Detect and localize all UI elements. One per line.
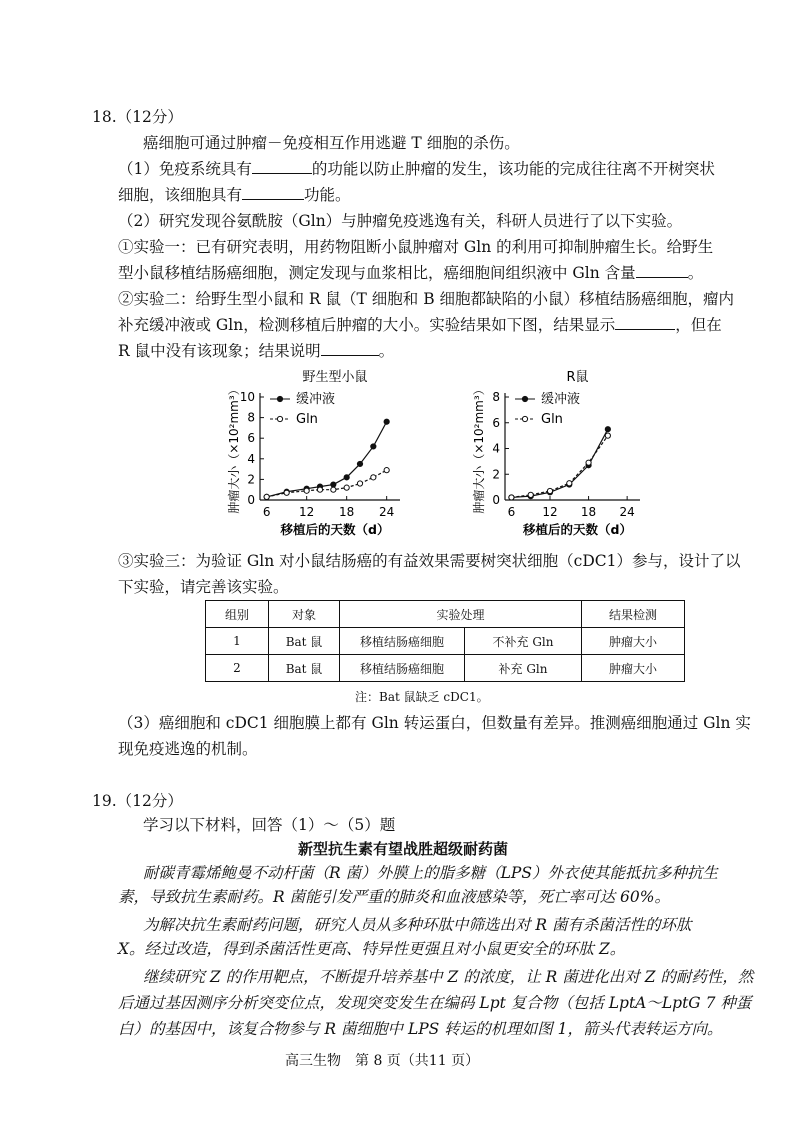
article-para2-line1: 为解决抗生素耐药问题，研究人员从多种环肽中筛选出对 R 菌有杀菌活性的环肽 xyxy=(143,916,692,934)
header-subject: 对象 xyxy=(269,601,340,628)
y-tick-label: 0 xyxy=(492,493,500,507)
table-row xyxy=(206,655,685,682)
x-tick-label: 24 xyxy=(619,505,635,519)
x-axis-label: 移植后的天数（d） xyxy=(523,522,632,537)
y-tick-label: 4 xyxy=(247,451,255,466)
data-point xyxy=(384,419,389,424)
y-tick-label: 8 xyxy=(247,410,255,425)
q18-exp1-text-c: 。 xyxy=(687,264,704,282)
q18-exp2-text-d: R 鼠中没有该现象；结果说明 xyxy=(118,342,321,360)
x-tick-label: 6 xyxy=(507,505,516,519)
data-point xyxy=(284,490,289,495)
q18-exp2-text-c: ，但在 xyxy=(675,316,722,334)
data-point xyxy=(547,488,552,493)
q18-part1-text-b: 的功能以防止肿瘤的发生，该功能的完成往往离不开树突状 xyxy=(311,160,715,178)
q18-heading: 18.（12分） xyxy=(92,108,183,126)
cell: Bat 鼠 xyxy=(269,655,340,682)
q18-exp2-text-b: 补充缓冲液或 Gln，检测移植后肿瘤的大小。实验结果如下图，结果显示 xyxy=(118,316,616,334)
q18-exp1-line1: ①实验一：已有研究表明，用药物阻断小鼠肿瘤对 Gln 的利用可抑制肿瘤生长。给野生 xyxy=(118,238,714,256)
q18-part3-line2: 现免疫逃逸的机制。 xyxy=(118,740,258,758)
q18-part3-line1: （3）癌细胞和 cDC1 细胞膜上都有 Gln 转运蛋白，但数量有差异。推测癌细胞通过 Gln 实 xyxy=(118,714,751,732)
x-axis-label: 移植后的天数（d） xyxy=(280,522,390,537)
y-tick-label: 2 xyxy=(492,467,500,482)
article-para2-line2: X。经过改造，得到杀菌活性更高、特异性更强且对小鼠更安全的环肽 Z。 xyxy=(118,940,626,958)
data-point xyxy=(384,468,389,473)
table-header-row xyxy=(206,601,685,628)
chart-r-mice xyxy=(455,365,655,545)
legend-marker xyxy=(522,416,527,421)
legend-label: Gln xyxy=(296,412,318,427)
page-footer: 高三生物 第 8 页（共11 页） xyxy=(285,1053,480,1069)
x-tick-label: 12 xyxy=(299,505,315,519)
data-point xyxy=(586,460,591,465)
cell: Bat 鼠 xyxy=(269,628,340,655)
data-point xyxy=(567,481,572,486)
data-point xyxy=(344,485,349,490)
answer-blank[interactable] xyxy=(242,184,304,200)
q18-part1-line2 xyxy=(118,184,351,206)
x-tick-label: 6 xyxy=(262,505,271,519)
data-point xyxy=(357,481,362,486)
article-para3-line1: 继续研究 Z 的作用靶点，不断提升培养基中 Z 的浓度，让 R 菌进化出对 Z 的耐药性，然 xyxy=(143,968,754,986)
cell: 补充 Gln xyxy=(465,655,582,682)
header-treatment: 实验处理 xyxy=(340,601,582,628)
q18-part1-text-d: 功能。 xyxy=(304,186,351,204)
table-row xyxy=(206,628,685,655)
answer-blank[interactable] xyxy=(252,158,312,174)
y-tick-label: 6 xyxy=(492,415,500,430)
q18-part1-text-a: （1）免疫系统具有 xyxy=(118,160,252,178)
q18-exp3-line1: ③实验三：为验证 Gln 对小鼠结肠癌的有益效果需要树突状细胞（cDC1）参与，设计了以 xyxy=(118,552,741,570)
x-tick-label: 18 xyxy=(580,505,597,519)
cell: 2 xyxy=(206,655,269,682)
q19-intro: 学习以下材料，回答（1）～（5）题 xyxy=(143,816,396,834)
q18-exp2-text-e: 。 xyxy=(378,342,395,360)
y-axis-label: 肿瘤大小（×10²mm³） xyxy=(227,383,241,514)
table-note: 注：Bat 鼠缺乏 cDC1。 xyxy=(355,690,489,704)
data-point xyxy=(528,492,533,497)
data-point xyxy=(264,494,269,499)
data-point xyxy=(344,475,349,480)
cell: 不补充 Gln xyxy=(465,628,582,655)
cell: 移植结肠癌细胞 xyxy=(340,628,465,655)
q18-exp2-line2 xyxy=(118,314,722,336)
q18-exp1-text-b: 型小鼠移植结肠癌细胞，测定发现与血浆相比，癌细胞间组织液中 Gln 含量 xyxy=(118,264,636,282)
q18-exp1-line2 xyxy=(118,262,703,284)
data-point xyxy=(331,487,336,492)
chart-title: 野生型小鼠 xyxy=(302,370,368,385)
answer-blank[interactable] xyxy=(615,314,675,330)
article-para3-line3: 白）的基因中，该复合物参与 R 菌细胞中 LPS 转运的机理如图 1，箭头代表转运方向。 xyxy=(118,1020,723,1038)
y-tick-label: 0 xyxy=(247,493,255,507)
q18-exp2-line3 xyxy=(118,340,394,362)
data-point xyxy=(317,487,322,492)
y-axis-label: 肿瘤大小（×10²mm³） xyxy=(472,383,486,514)
data-point xyxy=(304,488,309,493)
article-para1-line2: 素，导致抗生素耐药。R 菌能引发严重的肺炎和血液感染等，死亡率可达 60%。 xyxy=(118,888,670,906)
y-tick-label: 2 xyxy=(247,472,255,487)
data-point xyxy=(509,495,514,500)
legend-marker xyxy=(277,396,282,401)
x-tick-label: 24 xyxy=(379,505,395,519)
article-para3-line2: 后通过基因测序分析突变位点，发现突变发生在编码 Lpt 复合物（包括 LptA～LptG 7 种蛋 xyxy=(118,994,752,1012)
cell: 移植结肠癌细胞 xyxy=(340,655,465,682)
experiment-table xyxy=(205,600,685,682)
q18-exp3-line2: 下实验，请完善该实验。 xyxy=(118,578,289,596)
header-result: 结果检测 xyxy=(582,601,685,628)
q18-part2: （2）研究发现谷氨酰胺（Gln）与肿瘤免疫逃逸有关，科研人员进行了以下实验。 xyxy=(118,212,683,230)
y-tick-label: 6 xyxy=(247,431,255,446)
answer-blank[interactable] xyxy=(321,340,379,356)
data-point xyxy=(357,461,362,466)
data-point xyxy=(331,482,336,487)
data-point xyxy=(371,444,376,449)
legend-marker xyxy=(277,416,282,421)
q18-part1-text-c: 细胞，该细胞具有 xyxy=(118,186,243,204)
chart-title: R鼠 xyxy=(566,370,589,385)
series-line-1 xyxy=(267,422,387,497)
data-point xyxy=(605,427,610,432)
article-title: 新型抗生素有望战胜超级耐药菌 xyxy=(298,840,509,858)
cell: 肿瘤大小 xyxy=(582,655,685,682)
header-group: 组别 xyxy=(206,601,269,628)
legend-label: 缓冲液 xyxy=(296,392,336,407)
chart-wild-type-mice xyxy=(200,365,415,545)
article-para1-line1: 耐碳青霉烯鲍曼不动杆菌（R 菌）外膜上的脂多糖（LPS）外衣使其能抵抗多种抗生 xyxy=(143,864,718,882)
data-point xyxy=(605,433,610,438)
series-line-1 xyxy=(511,429,607,497)
cell: 1 xyxy=(206,628,269,655)
legend-label: Gln xyxy=(541,412,563,427)
x-tick-label: 12 xyxy=(542,505,558,519)
y-tick-label: 4 xyxy=(492,441,500,456)
cell: 肿瘤大小 xyxy=(582,628,685,655)
y-tick-label: 10 xyxy=(239,390,255,404)
q19-heading: 19.（12分） xyxy=(92,792,183,810)
q18-exp2-line1: ②实验二：给野生型小鼠和 R 鼠（T 细胞和 B 细胞都缺陷的小鼠）移植结肠癌细胞，瘤内 xyxy=(118,290,735,308)
data-point xyxy=(371,475,376,480)
q18-part1-line1 xyxy=(118,158,715,180)
q18-intro: 癌细胞可通过肿瘤－免疫相互作用逃避 T 细胞的杀伤。 xyxy=(143,134,520,152)
answer-blank[interactable] xyxy=(636,262,688,278)
legend-label: 缓冲液 xyxy=(541,392,581,407)
y-tick-label: 8 xyxy=(492,390,500,404)
legend-marker xyxy=(522,396,527,401)
x-tick-label: 18 xyxy=(339,505,355,519)
